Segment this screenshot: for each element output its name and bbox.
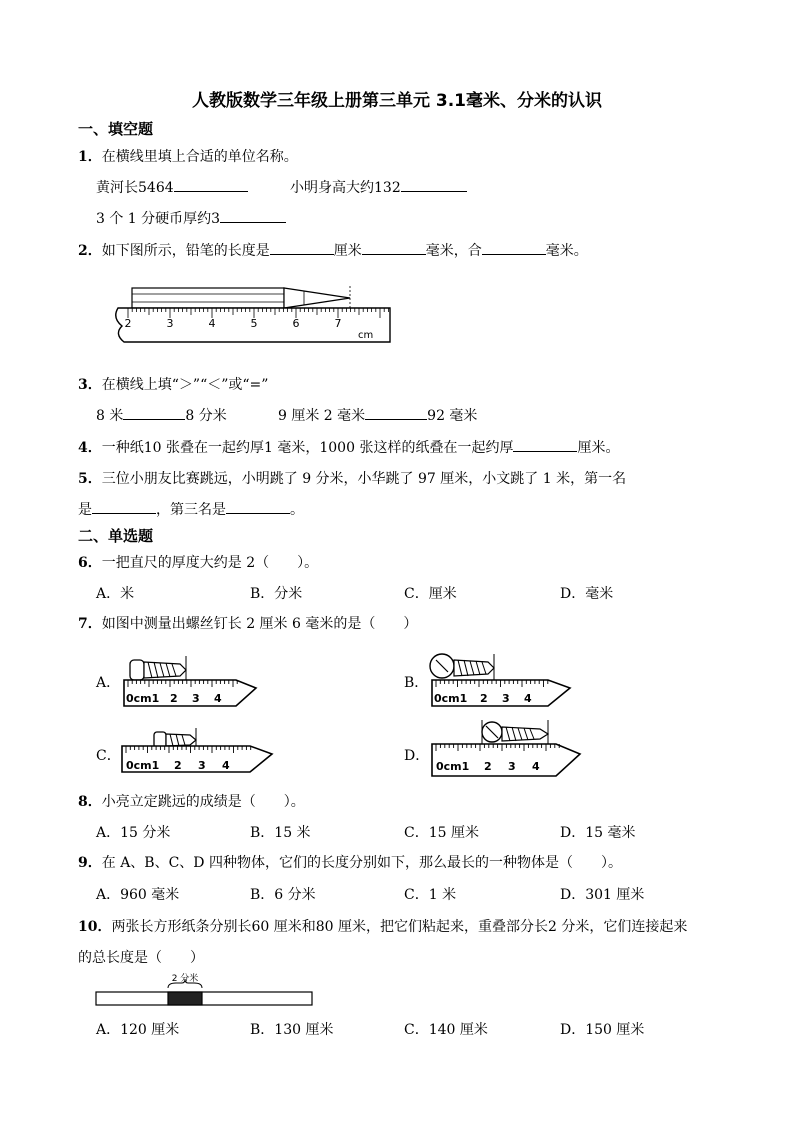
question-text: 在横线上填“＞”“＜”或“=” (101, 377, 269, 393)
question-number: 1． (78, 149, 102, 165)
question-number: 3． (78, 377, 102, 393)
option-c[interactable]: C．140 厘米 (404, 1022, 488, 1038)
option-c[interactable]: C．15 厘米 (404, 825, 479, 841)
option-a[interactable]: A．960 毫米 (96, 887, 180, 903)
q2-text-1: 如下图所示，铅笔的长度是 (101, 243, 270, 259)
tick-label: 3 (166, 317, 174, 330)
q3-left-value: 9 厘米 2 毫米 (278, 408, 366, 424)
question-2 (78, 240, 588, 260)
answer-blank[interactable] (226, 499, 290, 514)
option-b[interactable]: B．15 米 (250, 825, 311, 841)
q1-item-b-text: 小明身高大约132 (290, 180, 401, 196)
ruler-label: 3 (502, 692, 510, 705)
ruler-label: 2 (174, 759, 182, 772)
option-c[interactable]: C．厘米 (404, 586, 457, 602)
ruler-label: 4 (222, 759, 230, 772)
ruler-unit-label: cm (358, 330, 374, 341)
q3-right-value: 8 分米 (185, 408, 227, 424)
answer-blank[interactable] (220, 208, 286, 223)
ruler-label: 4 (524, 692, 532, 705)
answer-blank[interactable] (123, 405, 185, 420)
question-number: 9． (78, 855, 102, 871)
ruler-label: 3 (198, 759, 206, 772)
q5-text-b: ，第三名是 (156, 502, 226, 518)
answer-blank[interactable] (401, 177, 467, 192)
question-text: 如图中测量出螺丝钉长 2 厘米 6 毫米的是（ ） (101, 616, 418, 632)
ruler-label: 2 (170, 692, 178, 705)
question-5 (78, 468, 626, 488)
question-text: 一种纸10 张叠在一起约厚1 毫米，1000 张这样的纸叠在一起约厚 (101, 440, 514, 456)
answer-blank[interactable] (174, 177, 248, 192)
question-6 (78, 552, 318, 572)
option-a[interactable]: A．120 厘米 (96, 1022, 180, 1038)
ruler-label: 3 (192, 692, 200, 705)
answer-blank[interactable] (362, 240, 426, 255)
q2-text-4: 毫米。 (545, 243, 588, 259)
q3-right-value: 92 毫米 (427, 408, 478, 424)
question-10-line-2: 的总长度是（ ） (78, 950, 204, 966)
option-b[interactable]: B．6 分米 (250, 887, 316, 903)
question-text: 在 A、B、C、D 四种物体，它们的长度分别如下，那么最长的一种物体是（ ）。 (101, 855, 622, 871)
question-number: 8． (78, 794, 102, 810)
question-8 (78, 791, 305, 811)
ruler-label: 3 (508, 760, 516, 773)
q3-item-b (278, 405, 477, 425)
q3-left-value: 8 米 (96, 408, 124, 424)
question-9 (78, 852, 622, 872)
option-a[interactable]: A． (96, 675, 121, 691)
option-d[interactable]: D．15 毫米 (560, 825, 636, 841)
question-tail: 厘米。 (577, 440, 620, 456)
question-3 (78, 374, 268, 394)
screw-ruler-figure-c[interactable] (118, 722, 278, 780)
question-number: 6． (78, 555, 102, 571)
ruler-label: 4 (532, 760, 540, 773)
q1-item-b (290, 177, 467, 197)
question-7 (78, 613, 417, 633)
option-b[interactable]: B． (404, 675, 429, 691)
question-number: 2． (78, 243, 102, 259)
question-text: 小亮立定跳远的成绩是（ ）。 (101, 794, 305, 810)
q1-item-a (96, 177, 248, 197)
q2-text-2: 厘米 (333, 243, 362, 259)
tick-label: 2 (124, 317, 132, 330)
ruler-label: 0cm1 (434, 692, 468, 705)
answer-blank[interactable] (482, 240, 546, 255)
option-a[interactable]: A．15 分米 (96, 825, 171, 841)
option-c[interactable]: C．1 米 (404, 887, 457, 903)
q5-text-a: 是 (78, 502, 92, 518)
q1-item-c (96, 208, 286, 228)
option-c[interactable]: C． (96, 748, 121, 764)
tick-label: 6 (292, 317, 300, 330)
ruler-label: 0cm1 (126, 692, 160, 705)
question-number: 5． (78, 471, 102, 487)
page-title: 人教版数学三年级上册第三单元 3.1毫米、分米的认识 (191, 91, 603, 111)
pencil-ruler-figure (110, 278, 400, 350)
question-number: 4． (78, 440, 102, 456)
answer-blank[interactable] (92, 499, 156, 514)
overlap-label: 2 分米 (171, 974, 199, 984)
option-a[interactable]: A．米 (96, 586, 135, 602)
tick-label: 5 (250, 317, 258, 330)
section-heading-single-choice: 二、单选题 (78, 527, 154, 545)
question-number: 10． (78, 919, 112, 935)
q1-item-a-text: 黄河长5464 (96, 180, 174, 196)
answer-blank[interactable] (365, 405, 427, 420)
question-number: 7． (78, 616, 102, 632)
answer-blank[interactable] (270, 240, 334, 255)
screw-ruler-figure-a[interactable] (118, 650, 260, 708)
ruler-label: 2 (480, 692, 488, 705)
ruler-label: 4 (214, 692, 222, 705)
option-b[interactable]: B．分米 (250, 586, 303, 602)
option-d[interactable]: D．毫米 (560, 586, 614, 602)
ruler-label: 2 (484, 760, 492, 773)
question-text: 在横线里填上合适的单位名称。 (101, 149, 298, 165)
ruler-label: 0cm1 (126, 759, 160, 772)
question-5-line-2 (78, 499, 304, 519)
answer-blank[interactable] (513, 437, 577, 452)
q2-text-3: 毫米，合 (425, 243, 482, 259)
screw-ruler-figure-b[interactable] (426, 646, 576, 708)
question-text: 三位小朋友比赛跳远，小明跳了 9 分米，小华跳了 97 厘米，小文跳了 1 米，第一名 (101, 471, 627, 487)
option-b[interactable]: B．130 厘米 (250, 1022, 334, 1038)
option-d[interactable]: D．150 厘米 (560, 1022, 645, 1038)
question-10 (78, 916, 687, 936)
question-text: 两张长方形纸条分别长60 厘米和80 厘米，把它们粘起来，重叠部分长2 分米，它们连接起来 (111, 919, 688, 935)
paper-strips-figure (94, 970, 316, 1010)
q3-item-a (96, 405, 227, 425)
ruler-label: 0cm1 (436, 760, 470, 773)
question-1 (78, 146, 298, 166)
tick-label: 4 (208, 317, 216, 330)
q1-item-c-text: 3 个 1 分硬币厚约3 (96, 211, 221, 227)
screw-ruler-figure-d[interactable] (428, 716, 584, 782)
tick-label: 7 (334, 317, 342, 330)
option-d[interactable]: D． (404, 748, 430, 764)
question-4 (78, 437, 619, 457)
section-heading-fill-blank: 一、填空题 (78, 120, 154, 138)
q5-text-c: 。 (290, 502, 304, 518)
question-text: 一把直尺的厚度大约是 2（ ）。 (101, 555, 319, 571)
option-d[interactable]: D．301 厘米 (560, 887, 645, 903)
